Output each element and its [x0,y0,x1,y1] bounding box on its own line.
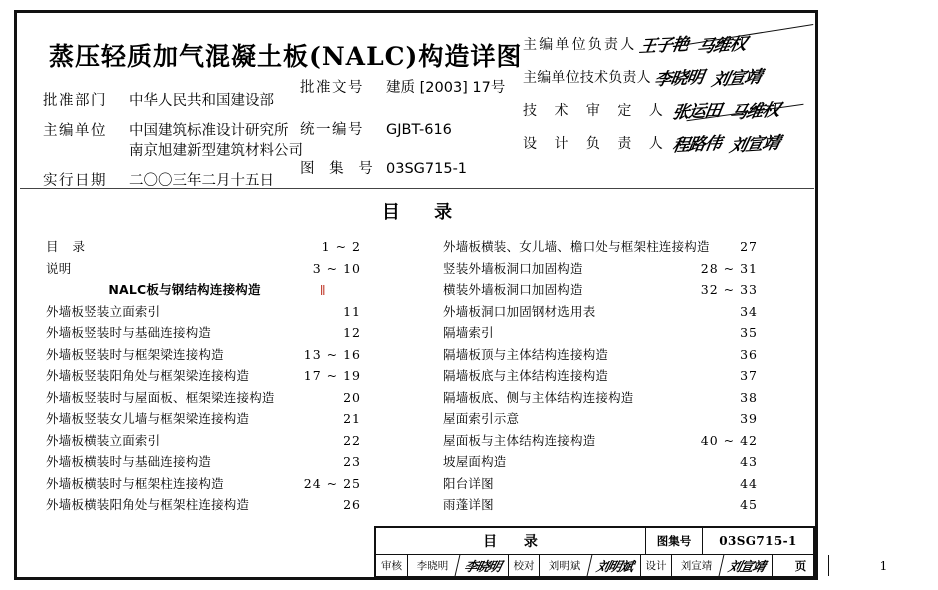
toc-section-header: NALC板与钢结构连接构造 [108,282,261,297]
toc-entry-page: 40 ~ 42 [700,432,758,448]
chief-editor-line1: 中国建筑标准设计研究所 [129,122,289,139]
toc-entry[interactable] [20,236,405,258]
chief-editor-line2: 南京旭建新型建筑材料公司 [129,143,303,160]
toc-entry-page: 39 [740,411,758,426]
toc-entry[interactable] [417,236,802,258]
meta-value-atlas-number: 03SG715-1 [386,161,468,178]
signature-label-chief-unit-head: 主编单位负责人 [523,36,637,53]
toc-entry-page: 11 [343,303,361,319]
title-block-sheet-title: 目 录 [483,534,549,551]
meta-value-unified-number: GJBT-616 [386,121,452,138]
toc-columns [20,236,814,516]
signature-label-tech-reviewer: 技 术 审 定 人 [523,102,670,119]
signature-mark-tech-reviewer: 张运田 [671,100,723,124]
signature-row-chief-unit-tech [523,60,815,93]
toc-entry-title: 目 录 [46,239,90,254]
toc-entry-page: 44 [740,475,758,491]
meta-label-atlas-number: 图 集 号 [300,161,378,178]
title-block-page-value: 1 [828,555,938,576]
toc-entry-title: 横装外墙板洞口加固构造 [443,282,583,297]
meta-label-approval-number: 批准文号 [300,80,364,96]
toc-entry[interactable] [417,279,802,301]
meta-value-approval-dept: 中华人民共和国建设部 [129,93,274,109]
signature-label-design-lead: 设 计 负 责 人 [523,135,670,152]
meta-label-chief-editor: 主编单位 [43,122,107,139]
toc-entry-page: 24 ~ 25 [303,475,361,491]
toc-entry[interactable] [417,344,802,366]
toc-entry-page: 22 [343,432,361,448]
toc-entry-title: 外墙板竖装时与屋面板、框架梁连接构造 [46,389,275,405]
toc-entry-title: 竖装外墙板洞口加固构造 [443,260,583,276]
toc-entry-page: 45 [740,497,758,512]
toc-entry[interactable] [20,365,405,387]
title-block-role-design: 设计 [640,555,671,576]
toc-entry[interactable] [417,451,802,473]
toc-entry-page: 43 [740,454,758,469]
toc-entry[interactable] [417,365,802,387]
toc-entry[interactable] [20,451,405,473]
toc-entry-title: 说明 [46,260,72,276]
toc-entry-title: 隔墙板底与主体结构连接构造 [443,368,609,383]
toc-entry[interactable] [417,494,802,516]
toc-entry[interactable] [417,322,802,344]
toc-entry-page: 27 [740,239,758,254]
page-title: 蒸压轻质加气混凝土板(NALC)构造详图 [49,42,523,71]
toc-entry-title: 外墙板横装立面索引 [46,432,161,448]
toc-entry-page: 20 [343,389,361,405]
title-block-atlas-value: 03SG715-1 [702,528,813,554]
toc-entry[interactable] [20,301,405,323]
toc-entry[interactable] [417,387,802,409]
toc-entry-page: 35 [740,325,758,340]
toc-entry[interactable] [20,387,405,409]
title-block-top-row [376,528,813,555]
meta-row-unified-number [300,120,540,141]
toc-entry-title: 屋面板与主体结构连接构造 [443,432,596,448]
signature-row-chief-unit-head [523,27,815,60]
title-block-signature-design: 刘宣靖 [719,555,775,576]
signature-mark-tech-reviewer-2: 马维权 [728,100,782,124]
toc-entry-page: 36 [740,346,758,362]
toc-entry-title: 隔墙索引 [443,325,494,340]
signature-mark-design-lead: 程路伟 [671,133,723,157]
toc-entry[interactable] [417,258,802,280]
toc-entry-page: 38 [740,389,758,405]
signature-mark-chief-unit-head-2: 马维权 [695,34,749,58]
toc-entry-title: 外墙板竖装立面索引 [46,303,161,319]
meta-label-approval-dept: 批准部门 [43,93,107,109]
toc-entry-page: 23 [343,454,361,469]
title-block-name-review: 李晓明 [407,555,457,576]
meta-value-effective-date: 二〇〇三年二月十五日 [129,172,274,189]
toc-entry-title: 隔墙板底、侧与主体结构连接构造 [443,389,634,405]
toc-entry-title: 外墙板竖装阳角处与框架梁连接构造 [46,368,250,383]
toc-entry-title: 屋面索引示意 [443,411,520,426]
toc-entry-page: 32 ~ 33 [700,282,758,297]
toc-entry[interactable] [417,408,802,430]
toc-entry-title: 外墙板竖装时与框架梁连接构造 [46,346,224,362]
toc-heading: 目 录 [381,202,467,223]
title-block-signature-review: 李晓明 [455,555,511,576]
toc-entry-page: 17 ~ 19 [303,368,361,383]
toc-entry[interactable] [417,301,802,323]
toc-entry[interactable] [20,430,405,452]
toc-entry[interactable] [20,494,405,516]
title-block-signature-proofread: 刘明斌 [587,555,643,576]
meta-value-approval-number: 建质 [2003] 17号 [386,80,506,96]
title-block-name-design: 刘宣靖 [671,555,721,576]
toc-entry-title: 雨蓬详图 [443,497,494,512]
toc-entry-title: 外墙板横装、女儿墙、檐口处与框架柱连接构造 [443,239,710,254]
toc-entry-title: 外墙板横装时与框架柱连接构造 [46,475,224,491]
meta-label-unified-number: 统一编号 [300,121,364,138]
toc-entry-title: 外墙板洞口加固钢材选用表 [443,303,596,319]
drawing-title-block [374,526,888,578]
title-block-role-review: 审核 [381,560,402,573]
signature-row-tech-reviewer [523,93,815,126]
toc-entry-title: 外墙板竖装时与基础连接构造 [46,325,212,340]
toc-entry[interactable] [20,473,405,495]
header-middle-meta [300,78,540,189]
title-block-bottom-row [376,555,888,576]
toc-entry-page: 34 [740,303,758,319]
toc-entry-page: 3 ~ 10 [312,260,361,276]
toc-entry-page: 37 [740,368,758,383]
toc-entry[interactable] [20,322,405,344]
title-block-page-label: 页 [772,555,828,576]
toc-column-left [20,236,405,516]
toc-entry-title: 外墙板横装时与基础连接构造 [46,454,212,469]
toc-entry-title: 外墙板横装阳角处与框架柱连接构造 [46,497,250,512]
toc-entry-page: 1 ~ 2 [321,239,361,254]
meta-row-atlas-number [300,159,540,180]
header-divider [20,188,814,189]
toc-entry[interactable] [417,430,802,452]
toc-entry[interactable] [20,344,405,366]
meta-row-approval-number [300,78,540,99]
toc-entry-title: 阳台详图 [443,475,494,491]
toc-entry[interactable] [20,258,405,280]
toc-entry-page: 26 [343,497,361,512]
toc-entry-title: 外墙板竖装女儿墙与框架梁连接构造 [46,411,250,426]
signature-label-chief-unit-tech: 主编单位技术负责人 [523,69,651,86]
toc-column-right [417,236,802,516]
signature-row-design-lead [523,126,815,159]
signature-mark-chief-unit-tech: 李晓明 [652,67,705,91]
signature-mark-chief-unit-head: 王子艳 [638,34,690,58]
toc-entry-title: 坡屋面构造 [443,454,507,469]
toc-entry-page: 21 [343,411,361,426]
red-annotation-mark: ǁ [320,283,326,296]
title-block-name-proofread: 刘明斌 [539,555,589,576]
meta-label-effective-date: 实行日期 [43,172,107,189]
table-of-contents [20,192,814,522]
toc-entry[interactable] [417,473,802,495]
toc-entry-page: 13 ~ 16 [303,346,361,362]
toc-entry-title: 隔墙板顶与主体结构连接构造 [443,346,609,362]
title-block-role-proofread: 校对 [508,555,539,576]
signature-mark-design-lead-2: 刘宣靖 [728,133,782,157]
toc-entry-page: 12 [343,325,361,340]
title-block-atlas-label: 图集号 [645,528,702,554]
toc-entry-page: 28 ~ 31 [700,260,758,276]
meta-value-chief-editor [129,121,303,162]
signature-mark-chief-unit-tech-2: 刘宣靖 [709,67,763,91]
toc-entry[interactable] [20,408,405,430]
header-right-block [509,13,815,189]
